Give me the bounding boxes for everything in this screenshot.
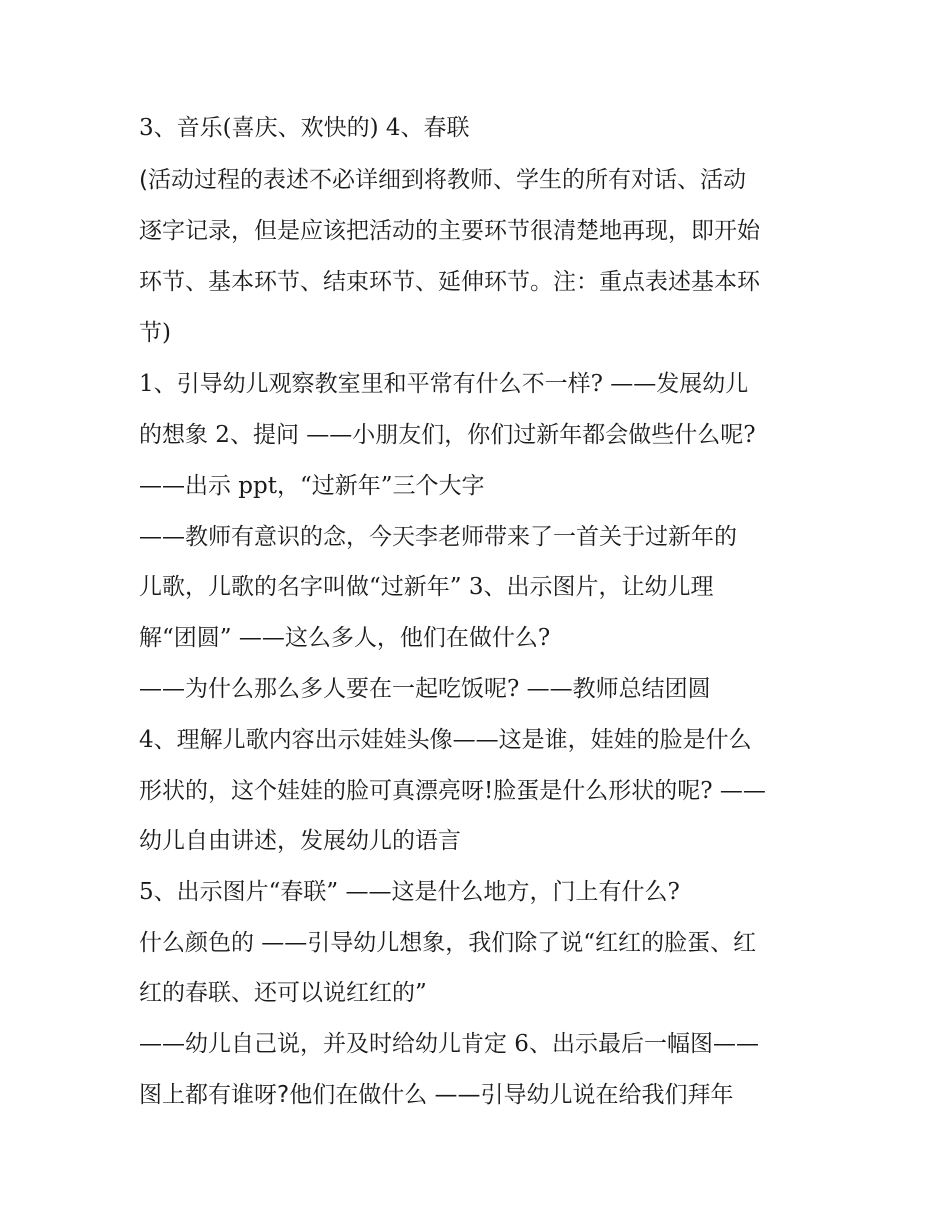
text-line: 形状的，这个娃娃的脸可真漂亮呀!脸蛋是什么形状的呢? ——: [139, 778, 766, 804]
text-line: 幼儿自由讲述，发展幼儿的语言: [139, 828, 461, 854]
text-line: ——幼儿自己说，并及时给幼儿肯定 6、出示最后一幅图——: [139, 1031, 759, 1057]
text-line: 儿歌，儿歌的名字叫做“过新年” 3、出示图片，让幼儿理: [139, 574, 714, 600]
text-line: 解“团圆” ——这么多人，他们在做什么?: [139, 625, 551, 651]
text-line: 环节、基本环节、结束环节、延伸环节。注：重点表述基本环: [139, 269, 760, 295]
text-line: ——教师有意识的念，今天李老师带来了一首关于过新年的: [139, 524, 737, 550]
text-line: 1、引导幼儿观察教室里和平常有什么不一样? ——发展幼儿: [139, 371, 749, 397]
text-line: 的想象 2、提问 ——小朋友们，你们过新年都会做些什么呢?: [139, 422, 756, 448]
text-line: 什么颜色的 ——引导幼儿想象，我们除了说“红红的脸蛋、红: [139, 930, 757, 956]
text-line: (活动过程的表述不必详细到将教师、学生的所有对话、活动: [139, 167, 746, 193]
text-line: 逐字记录，但是应该把活动的主要环节很清楚地再现，即开始: [139, 218, 760, 244]
text-line: 红的春联、还可以说红红的”: [139, 980, 427, 1006]
text-line: 5、出示图片“春联” ——这是什么地方，门上有什么?: [139, 879, 680, 905]
text-line: ——出示 ppt，“过新年”三个大字: [139, 473, 485, 499]
text-line: 图上都有谁呀?他们在做什么 ——引导幼儿说在给我们拜年: [139, 1082, 734, 1108]
text-line: 3、音乐(喜庆、欢快的) 4、春联: [139, 115, 470, 141]
text-line: 4、理解儿歌内容出示娃娃头像——这是谁，娃娃的脸是什么: [139, 727, 752, 753]
text-line: 节): [139, 320, 171, 346]
text-line: ——为什么那么多人要在一起吃饭呢? ——教师总结团圆: [139, 676, 711, 702]
